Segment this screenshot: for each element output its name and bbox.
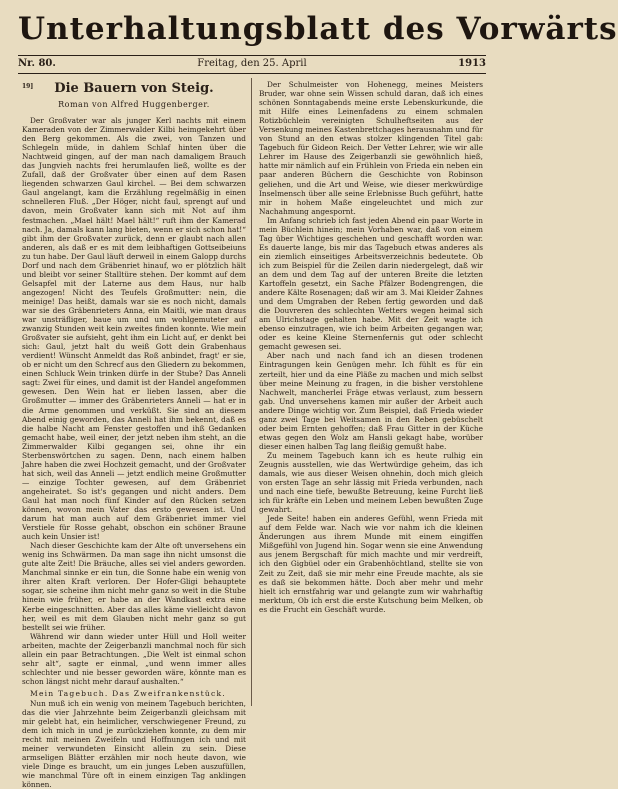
masthead-rule-top <box>18 55 486 56</box>
dateline <box>18 57 486 71</box>
paragraph: Zu meinem Tagebuch kann ich es heute rulhig ein Zeugnis ausstellen, wie das Wertwürdige geheim, das ich damals, wie aus dieser Weisen ohnehin, doch mich gleich von ersten Tage an sehr lässig mit Frieda verbunden, nach und nach eine tiefe, bewußte Betreuung, keine Furcht ließ ich für kräfte ein Leben und meinem Leben bewußten Zuge gewahrt. <box>259 450 483 515</box>
paragraph: Während wir dann wieder unter Hüll und Holl weiter arbeiten, machte der Zeigerbanzli manchmal noch für sich allein ein paar Betrachtungen. „Die Welt ist einmal schon sehr alt“, sagte er einmal, „und wenn immer alles schlechter und nie besser geworden wäre, könnte man es schon längst nicht mehr darauf aushalten.“ <box>22 631 246 686</box>
left-column <box>22 80 246 789</box>
paragraph: Aber nach und nach fand ich an diesen trodenen Eintragungen kein Genügen mehr. Ich fühlt es für ein zerteilt, hier und da eine Pläße zu machen und mich selbst über meine Meinung zu fragen, in die bisher verstohlene Nachwelt, mancherlei Fräge etwas verlaust, zum bessern gab. Und unversehens kamen mir außer der Arbeit auch andere Dinge wichtig vor. Zum Beispiel, daß Frieda wieder ganz zwei Tage bei Weitsamen in den Reben gebüschelt oder beim Ernten gehoffen; daß Frau Gitter in der Küche etwas gegen den Wolz am Hansli gekagt habe, worüber dieser einen halben Tag lang fleißig gemußt habe. <box>259 351 483 451</box>
right-column <box>259 80 483 705</box>
issue-year: 1913 <box>458 58 486 69</box>
masthead-title: Unterhaltungsblatt des Vorwärts <box>18 11 618 47</box>
paragraph: Nun muß ich ein wenig von meinem Tagebuch berichten, das die vier Jahrzehnte beim Zeigerbanzli gleichsam mit mir gelebt hat, ein heimlicher, verschwiegener Freund, zu dem ich mich in und je zurückziehen konnte, zu dem mir recht mit meinen Zweifeln und Hoffnungen ich und mit meiner verwundeten Einsicht allein zu sein. Diese armseligen Blätter erzählen mir noch heute davon, wie viele Dinge es braucht, um ein junges Leben auszufüllen, wie manchmal Türe oft in einem einzigen Tag anklingen können. <box>22 699 246 789</box>
column-divider <box>251 78 252 706</box>
story-title: Die Bauern von Steig. <box>54 81 214 96</box>
paragraph: Nach dieser Geschichte kam der Alte oft unversehens ein wenig ins Schwärmen. Da man sage ihn nicht umsonst die gute alte Zeit! Die Bräuche, alles sei viel anders geworden. Manchmal sinnke er ein tun, die Sonne habe ein wenig von ihrer alten Kraft verloren. Der Hofer-Gligi behauptete sogar, sie scheine ihm nicht mehr ganz so weit in die Stube hinein wie früher, er habe an der Wandkast extra eine Kerbe eingeschnitten. Aber das alles käme vielleicht davon her, weil es mit dem Glauben nicht mehr ganz so gut bestellt sei wie früher. <box>22 541 246 632</box>
paragraph: Der Schulmeister von Hohenegg, meines Meisters Bruder, war ohne sein Wissen schuld daran, daß ich eines schönen Sonntagabends meine erste Lebenskurkunde, die mit Hilfe eines Leinenfadens zu einem schmalen Rotizbüchlein vereinigten Schulheftseiten aus der Versenkung meines Kastenbrettchages herausnahm und für von Stund an den etwas stolzer klingenden Titel gab: Tagebuch für Gideon Reich. Der Vetter Lehrer, wie wir alle Lehrer im Hause des Zeigerbanzli sie gewöhnlich hieß, hatte mir nämlich auf ein Frühlein von Frieda ein neben ein paar anderen Büchern die Geschichte von Robinson geliehen, und die Art und Weise, wie dieser merkwürdige Inselmensch über alle seine Erlebnisse Buch geführt, hatte mir in hohem Maße eingeleuchtet und mich zur Nachahmung angespornt. <box>259 80 483 216</box>
section-heading: Mein Tagebuch. Das Zweifrankenstück. <box>30 688 226 698</box>
story-number: 19] <box>22 83 34 90</box>
issue-date: Freitag, den 25. April <box>197 58 307 69</box>
issue-number: Nr. 80. <box>18 58 56 69</box>
paragraph: Im Anfang schrieb ich fast jeden Abend ein paar Worte in mein Büchlein hinein; mein Vorhaben war, daß von einem Tag über Wichtiges geschehen und geschafft worden war. Es dauerte lange, bis mir das Tagebuch etwas anderes als ein ziemlich einseitiges Arbeitsverzeichnis bedeutete. Ob ich zum Beispiel für die Zeilen darin niedergelegt, daß wir an dem und dem Tag auf der unteren Breite die letzten Kartoffeln gesetzt, ein Sache Pfälzer Bodengrengen, die andere Kälte Rosenagen; daß wir am 3. Mai Kleider Zahnes und dem Umgraben der Reben fertig geworden und daß die Douvreren des schlechten Wetters wegen heimal sich am Ulrichstage gehalten habe. Mit der Zeit wagte ich ebenso einzutragen, wie ich beim Arbeiten gegangen war, oder es keine Kleine Sternenfernis gut oder schlecht gemacht gewesen sei. <box>259 215 483 352</box>
story-byline: Roman von Alfred Huggenberger. <box>58 100 210 109</box>
paragraph: Der Großvater war als junger Kerl nachts mit einem Kameraden von der Zimmerwalder Kilbi heimgekehrt über den Berg gekommen. Als die zwei, von Tanzen und Schlegeln müde, in dahlem Schlaf hinten über die Nachtweid gingen, auf der man nach damaligem Brauch das Jungvieh nachts frei herumlaufen ließ, wollte es der Zufall, daß der Großvater über einen auf dem Rasen liegenden schwarzen Gaul kirchel. — Bei dem schwarzen Gaul angelangt, kam die Erzählung regelmäßig in einen schnelleren Fluß. „Der Höger, nicht faul, sprengt auf und davon, mein Großvater kann sich mit Not auf ihm festmachen. „Mael hält! Mael hält!“ ruft ihm der Kamerad nach. Ja, damals kann lang bieten, wenn er sich schon hat!“ gibt ihm der Großvater zurück, denn er glaubt nach allen anderen, als daß er es mit dem leibhaftigen Gottseibeiuns zu tun habe. Der Gaul läuft derweil in einem Galopp durchs Dorf und nach dem Gräbenriet hinauf, wo er plötzlich hält und bleibt vor seiner Stalltüre stehen. Der kommt auf dem Gelsapfel mit der Laterne aus dem Haus, nur halb angezogen! Nicht des Teufels Großmutter: nein, die meinige! Das heißt, damals war sie es noch nicht, damals war sie des Gräbenrieters Anna, ein Maitli, wie man draus war unsträfliger, baue um und um wohlgemuteter auf zwanzig Stunden weit kein zweites finden konnte. Wie mein Großvater sie aufsieht, geht ihm ein Licht auf, er denkt bei sich: Gaul, jetzt halt du weiß Gott dein Grabenhaus verdient! Wünscht Anmeldt das Roß anbindet, fragt' er sie, ob er nicht um den Schrecf aus den Gliedern zu bekommen, einen Schluck Wein trinken dürfe in der Stube? Das Anneli sagt: Zwei für eines, und damit ist der Handel angefommen gewesen. Den Wein hat er lieben lassen, aber die Großmutter — immer des Gräbenrieters Anneli — hat er in die Arme genommen und verküßt. Sie sind an diesem Abend einig geworden, das Anneli hat ihm bekennt, daß es die halbe Nacht am Fenster gestoffen und ihß Gedanken gemacht habe, weil einer, der jetzt neben ihm steht, an die Zimmerwalder Kilbi gegangen sei, ohne ihr ein Sterbenswörtchen zu sagen. Denn, nach einem halben Jahre haben die zwei Hochzeit gemacht, und der Großvater hat sich, weil das Anneli — jetzt endlich meine Großmutter — einzige Tochter gewesen, auf dem Gräbenriet angeheiratet. So ist's gegangen und nicht anders. Dem Gaul hat man noch fünf Kinder auf den Rücken setzen können, wovon mein Vater das ersto gewesen ist. Und darum hat man auch auf dem Gräbenriet immer viel Verstiele für Rosse gehabt, obschon ein schöner Braune auch kein Unsier ist! <box>22 116 246 542</box>
paragraph: Jede Seite! haben ein anderes Gefühl, wenn Frieda mit auf dem Felde war. Nach wie vor nahm ich die kleinen Änderungen aus ihrem Munde mit einem eingiffen Mißgefühl von Jugend hin. Sogar wenn sie eine Anwendung aus jenem Bergschaft für mich machte und mir verdreift, ich den Gigbüel oder ein Grabenhöchtland, stellte sie von Zeit zu Zeit, daß sie mir mehr eine Freude machte, als sie es daß sie bekommen hätte. Doch aber mehr und mehr hielt ich ernstfahrig war und gelangte zum wir wahrhaftig merktum, Ob ich erst die erste Kutschung beim Melken, ob es die Frucht ein Geschäft wurde. <box>259 514 483 614</box>
masthead-rule-bottom <box>18 73 486 74</box>
story-header <box>22 80 246 116</box>
